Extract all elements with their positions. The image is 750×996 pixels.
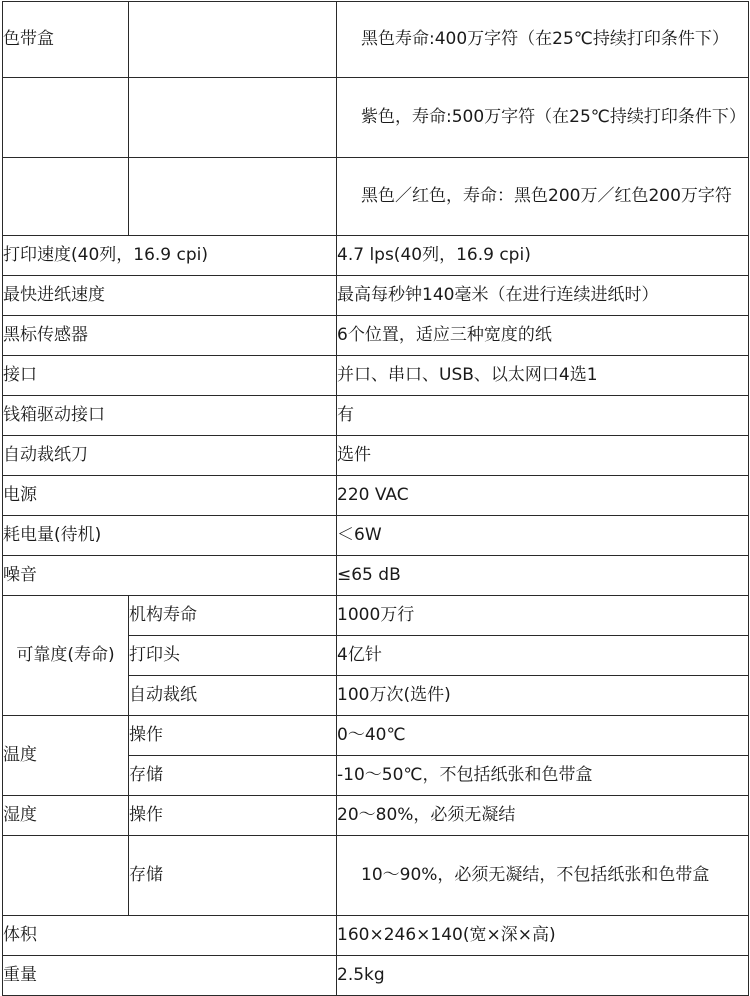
row-label: 重量 [3, 956, 337, 996]
row-value: 选件 [337, 436, 749, 476]
row-label: 体积 [3, 916, 337, 956]
table-row [3, 556, 749, 596]
row-sub-label: 存储 [129, 836, 337, 916]
row-label: 打印速度(40列，16.9 cpi) [3, 236, 337, 276]
row-label: 噪音 [3, 556, 337, 596]
row-label: 黑标传感器 [3, 316, 337, 356]
table-row [3, 2, 749, 78]
row-value: 4.7 lps(40列，16.9 cpi) [337, 236, 749, 276]
row-label: 色带盒 [3, 2, 129, 78]
row-value: 最高每秒钟140毫米（在进行连续进纸时） [337, 276, 749, 316]
row-label: 耗电量(待机) [3, 516, 337, 556]
row-sub-empty [129, 158, 337, 236]
table-row [3, 78, 749, 158]
row-sub-label: 操作 [129, 716, 337, 756]
row-sub-empty [129, 78, 337, 158]
table-row [3, 396, 749, 436]
table-row [3, 596, 749, 636]
row-sub-label: 自动裁纸 [129, 676, 337, 716]
table-row [3, 356, 749, 396]
row-value: 紫色，寿命:500万字符（在25℃持续打印条件下） [337, 78, 749, 158]
row-sub-label: 机构寿命 [129, 596, 337, 636]
row-value: -10～50℃，不包括纸张和色带盒 [337, 756, 749, 796]
table-row [3, 158, 749, 236]
row-value: 0～40℃ [337, 716, 749, 756]
row-value: 并口、串口、USB、以太网口4选1 [337, 356, 749, 396]
spec-table [2, 1, 749, 996]
row-value: ＜6W [337, 516, 749, 556]
row-label-empty [3, 78, 129, 158]
row-label: 接口 [3, 356, 337, 396]
row-value: 100万次(选件) [337, 676, 749, 716]
row-label: 温度 [3, 716, 129, 796]
row-value: 4亿针 [337, 636, 749, 676]
row-label: 可靠度(寿命) [3, 596, 129, 716]
row-value: 220 VAC [337, 476, 749, 516]
table-row [3, 716, 749, 756]
table-row [3, 836, 749, 916]
table-row [3, 236, 749, 276]
table-row [3, 436, 749, 476]
row-label-empty [3, 158, 129, 236]
row-value: 20～80%，必须无凝结 [337, 796, 749, 836]
row-sub-label: 打印头 [129, 636, 337, 676]
row-value: 10～90%，必须无凝结，不包括纸张和色带盒 [337, 836, 749, 916]
row-value: 有 [337, 396, 749, 436]
row-label: 钱箱驱动接口 [3, 396, 337, 436]
row-label: 电源 [3, 476, 337, 516]
table-row [3, 916, 749, 956]
row-value: 1000万行 [337, 596, 749, 636]
table-row [3, 276, 749, 316]
row-label: 自动裁纸刀 [3, 436, 337, 476]
table-row [3, 956, 749, 996]
table-row [3, 516, 749, 556]
row-value: 黑色寿命:400万字符（在25℃持续打印条件下） [337, 2, 749, 78]
row-label: 湿度 [3, 796, 129, 836]
row-value: 2.5kg [337, 956, 749, 996]
row-sub-label: 存储 [129, 756, 337, 796]
row-value: 6个位置，适应三种宽度的纸 [337, 316, 749, 356]
table-row [3, 316, 749, 356]
row-sub-label: 操作 [129, 796, 337, 836]
row-label-empty [3, 836, 129, 916]
row-value: ≤65 dB [337, 556, 749, 596]
row-value: 160×246×140(宽×深×高) [337, 916, 749, 956]
table-row [3, 476, 749, 516]
row-sub-empty [129, 2, 337, 78]
row-label: 最快进纸速度 [3, 276, 337, 316]
row-value: 黑色／红色，寿命：黑色200万／红色200万字符 [337, 158, 749, 236]
table-row [3, 796, 749, 836]
